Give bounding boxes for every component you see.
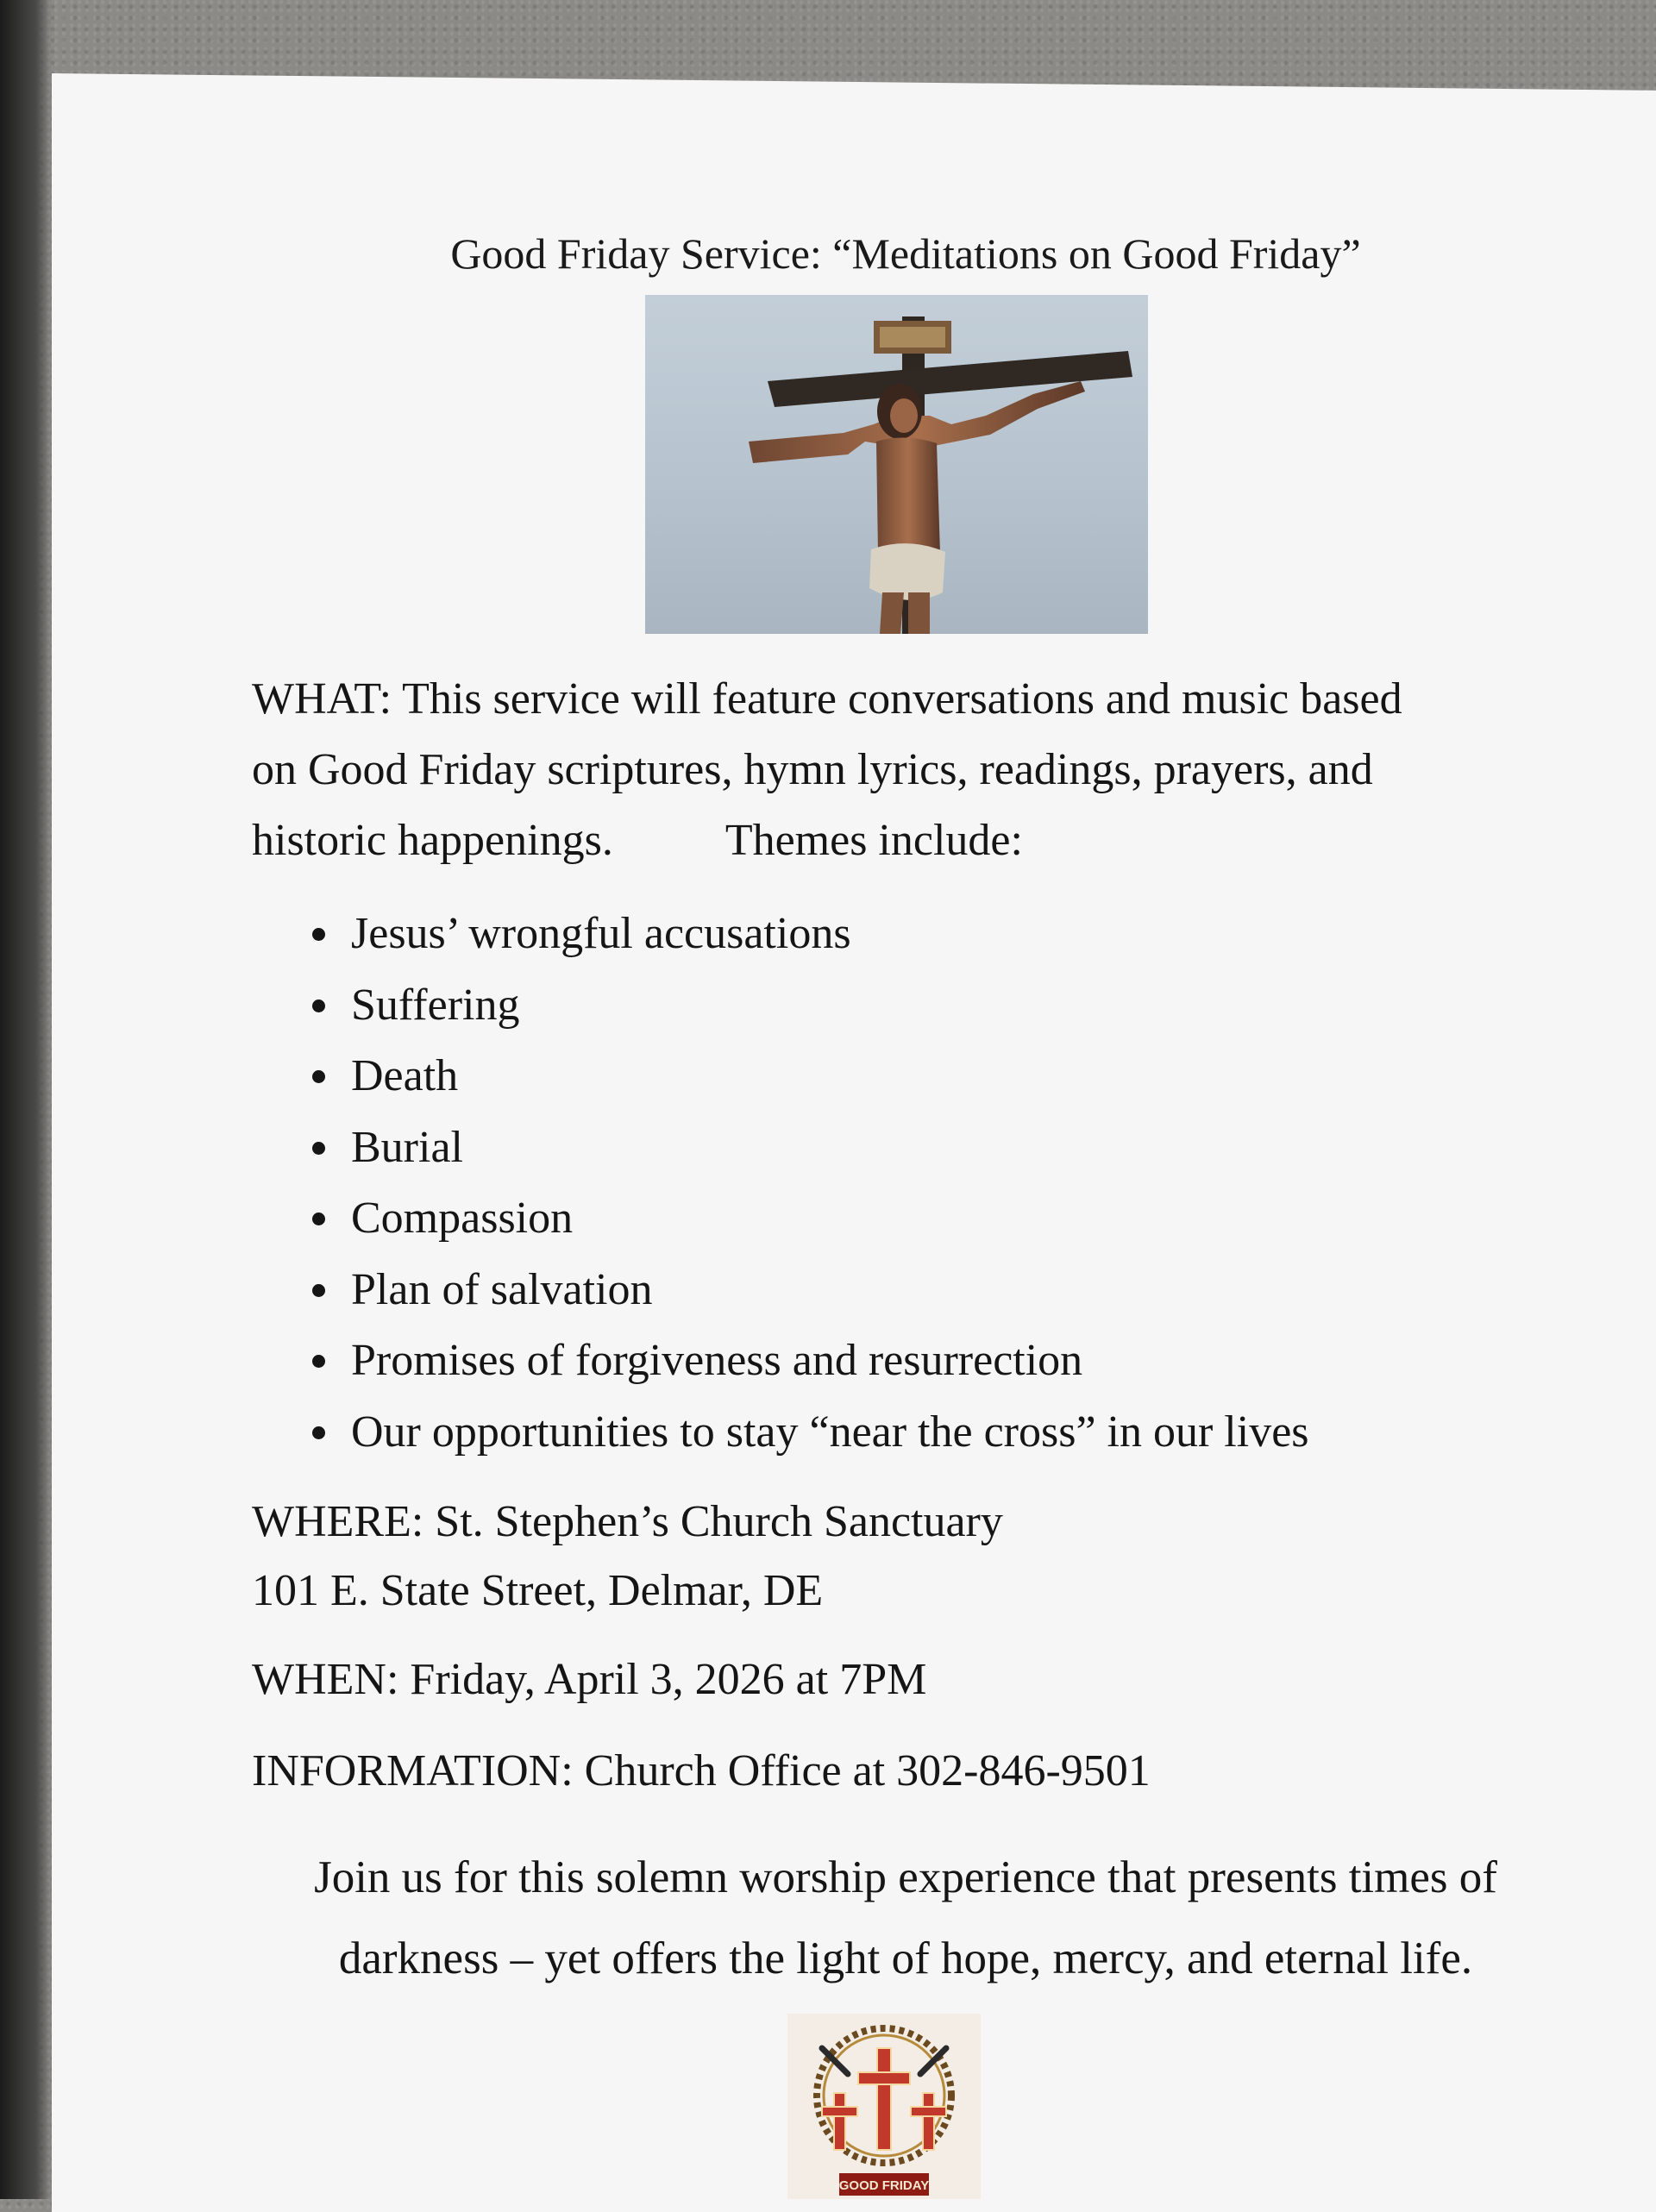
bullet-icon [312, 928, 325, 941]
bullet-icon [312, 1142, 325, 1155]
list-item: Compassion [252, 1183, 1309, 1255]
list-item: Burial [252, 1112, 1309, 1184]
bullet-icon [312, 1426, 325, 1439]
bullet-icon [312, 1284, 325, 1297]
list-item: Promises of forgiveness and resurrection [252, 1325, 1309, 1397]
closing-line-1: Join us for this solemn worship experience that presents times of [314, 1852, 1497, 1902]
what-line-2: on Good Friday scriptures, hymn lyrics, readings, prayers, and [252, 745, 1373, 794]
bullet-icon [312, 999, 325, 1012]
what-line-3 [252, 805, 1597, 876]
list-item: Plan of salvation [252, 1255, 1309, 1326]
themes-list [252, 899, 1309, 1468]
bullet-icon [312, 1355, 325, 1368]
list-item: Our opportunities to stay “near the cross” in our lives [252, 1397, 1309, 1469]
information-line: INFORMATION: Church Office at 302-846-9501 [252, 1746, 1151, 1795]
themes-heading: Themes include: [724, 816, 1023, 865]
what-line-3a: historic happenings. [252, 816, 613, 865]
bullet-icon [312, 1070, 325, 1083]
what-line-1: WHAT: This service will feature conversations and music based [252, 674, 1402, 724]
where-line-1: WHERE: St. Stephen’s Church Sanctuary [252, 1497, 1003, 1546]
closing-statement [207, 1837, 1604, 1999]
where-address: 101 E. State Street, Delmar, DE [252, 1566, 824, 1615]
bullet-icon [312, 1213, 325, 1225]
what-section [252, 664, 1597, 876]
background-shadow [0, 0, 52, 2199]
closing-line-2: darkness – yet offers the light of hope, mercy, and eternal life. [338, 1933, 1473, 1983]
list-item: Jesus’ wrongful accusations [252, 899, 1309, 970]
list-item: Death [252, 1041, 1309, 1112]
when-line: WHEN: Friday, April 3, 2026 at 7PM [252, 1655, 927, 1704]
page-title: Good Friday Service: “Meditations on Good Friday” [450, 229, 1361, 278]
crucifixion-image [645, 295, 1148, 634]
list-item: Suffering [252, 970, 1309, 1042]
badge-label: GOOD FRIDAY [838, 2178, 930, 2193]
good-friday-badge [787, 2014, 981, 2199]
